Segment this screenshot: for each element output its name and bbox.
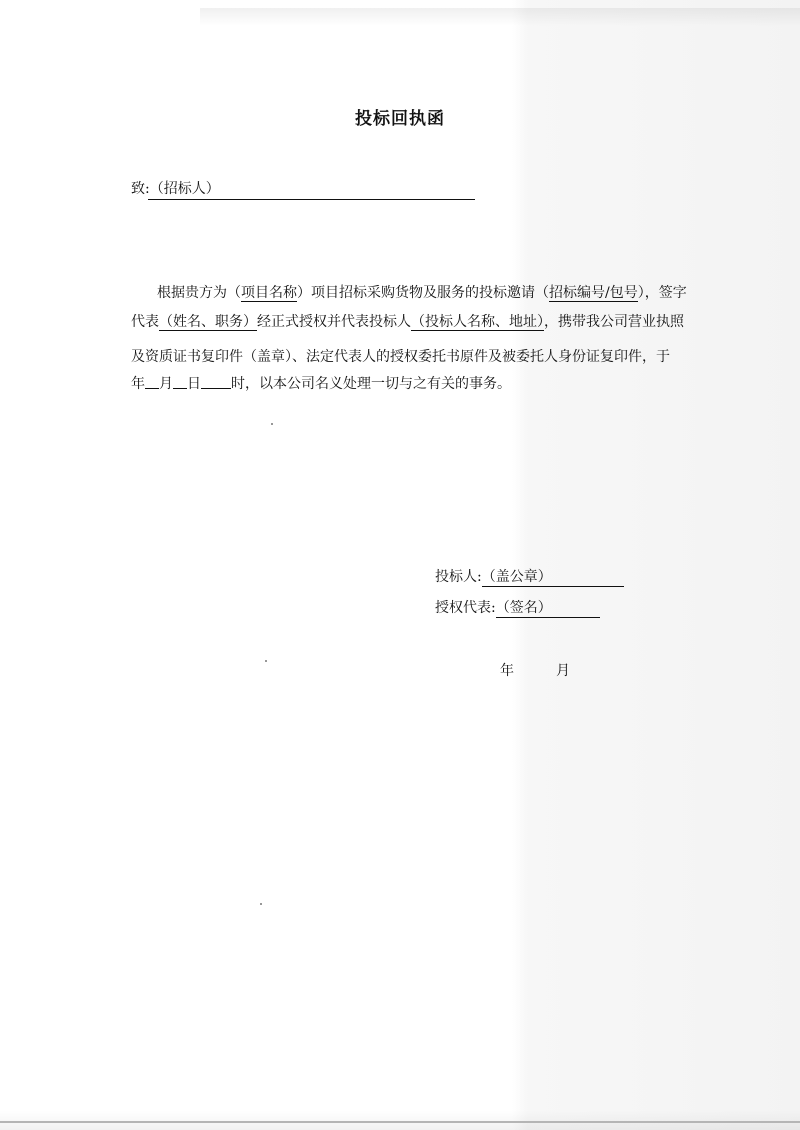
bid-number-field: 招标编号/包号 xyxy=(549,285,638,301)
day-blank xyxy=(173,374,187,389)
scan-speck xyxy=(260,903,262,905)
body-line-2 xyxy=(131,311,684,331)
bidder-signature-line xyxy=(435,566,624,587)
representative-sign-field: （签名） xyxy=(496,597,600,618)
representative-label: 授权代表: xyxy=(435,600,496,616)
hour-blank xyxy=(201,374,231,389)
addressee-underline xyxy=(148,199,475,200)
body-text: 根据贵方为（ xyxy=(157,285,241,301)
year-label: 年 xyxy=(131,376,145,392)
body-text: 及资质证书复印件（盖章）、法定代表人的授权委托书原件及被委托人身份证复印件，于 xyxy=(131,349,670,365)
body-text: ），签字 xyxy=(637,285,687,301)
representative-signature-line xyxy=(435,597,600,618)
scan-speck xyxy=(271,423,273,425)
bidder-stamp-field: （盖公章） xyxy=(482,566,624,587)
scan-shadow-top xyxy=(200,8,800,26)
month-label: 月 xyxy=(159,376,173,392)
body-text: ，携带我公司营业执照 xyxy=(544,314,684,330)
representative-name-field: （姓名、职务） xyxy=(159,314,257,330)
body-line-1 xyxy=(157,282,687,302)
scan-shadow-bottom xyxy=(0,1110,800,1130)
bidder-name-field: （投标人名称、地址） xyxy=(411,314,544,330)
body-text: 经正式授权并代表投标人 xyxy=(257,314,411,330)
project-name-field: 项目名称 xyxy=(241,285,297,301)
page-title: 投标回执函 xyxy=(355,109,445,129)
date-year-label: 年 xyxy=(500,663,514,679)
body-text: ）项目招标采购货物及服务的投标邀请（ xyxy=(297,285,549,301)
bidder-label: 投标人: xyxy=(435,569,482,585)
addressee-line xyxy=(131,178,220,198)
body-line-3 xyxy=(131,346,670,366)
addressee-prefix: 致: xyxy=(131,181,150,197)
body-text: 时，以本公司名义处理一切与之有关的事务。 xyxy=(231,376,511,392)
body-line-4 xyxy=(131,373,511,393)
scan-speck xyxy=(265,660,267,662)
date-month-label: 月 xyxy=(556,663,570,679)
scan-edge-line xyxy=(0,1121,800,1123)
month-blank xyxy=(145,374,159,389)
day-label: 日 xyxy=(187,376,201,392)
addressee-value: （招标人） xyxy=(149,181,220,197)
body-text: 代表 xyxy=(131,314,159,330)
